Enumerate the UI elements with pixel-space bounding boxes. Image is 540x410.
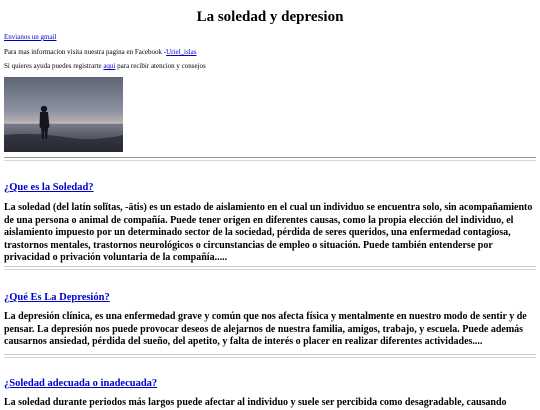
facebook-line bbox=[4, 48, 196, 57]
section-heading bbox=[4, 377, 157, 390]
depresion-heading-link[interactable]: ¿Qué Es La Depresión? bbox=[4, 292, 110, 303]
email-link[interactable]: Envianos un gmail bbox=[4, 33, 57, 41]
register-link[interactable]: aqui bbox=[103, 62, 116, 70]
section-body: La soledad (del latín solĭtas, -ātis) es un estado de aislamiento en el cual un individuo se encuentra solo, sin acompañamiento de una persona o animal de compañía. Puede tener origen en diferentes causas, como la propia elección del individuo, el aislamiento impuesto por un determinado sector de la sociedad, pérdida de seres queridos, una enfermedad contagiosa, trastornos mentales, trastornos neurológicos o circunstancias de empleo o situación. Puede también entenderse por privacidad o privación voluntaria de la compañía..... bbox=[4, 202, 533, 264]
section-body: La depresión clínica, es una enfermedad grave y común que nos afecta física y mentalmente en nuestro modo de sentir y de pensar. La depresión nos puede provocar deseos de alejarnos de nuestra familia, amigos, trabajo, y escuela. Puede además causarnos ansiedad, pérdida del sueño, del apetito, y falta de interés o placer en realizar diferentes actividades.... bbox=[4, 311, 527, 348]
email-line bbox=[4, 33, 57, 42]
section-heading bbox=[4, 181, 94, 194]
register-prefix: Si quieres ayuda puedes registrarte bbox=[4, 62, 104, 70]
facebook-text: Para mas informacion visita nuestra pagina en Facebook - bbox=[4, 48, 167, 56]
facebook-link[interactable]: Uriel_islas bbox=[166, 48, 197, 56]
divider bbox=[4, 266, 536, 270]
soledad-adecuada-heading-link[interactable]: ¿Soledad adecuada o inadecuada? bbox=[4, 378, 158, 389]
section-heading bbox=[4, 291, 110, 304]
page-title: La soledad y depresion bbox=[196, 9, 344, 25]
register-suffix: para recibir atencion y consejos bbox=[115, 62, 206, 70]
lonely-person-photo bbox=[4, 77, 123, 152]
section-body: La soledad durante periodos más largos puede afectar al individuo y suele ser percibida como desagradable, causando bbox=[4, 397, 507, 408]
register-line bbox=[4, 62, 206, 71]
soledad-heading-link[interactable]: ¿Que es la Soledad? bbox=[4, 182, 94, 193]
divider bbox=[4, 354, 536, 358]
divider bbox=[4, 157, 536, 161]
